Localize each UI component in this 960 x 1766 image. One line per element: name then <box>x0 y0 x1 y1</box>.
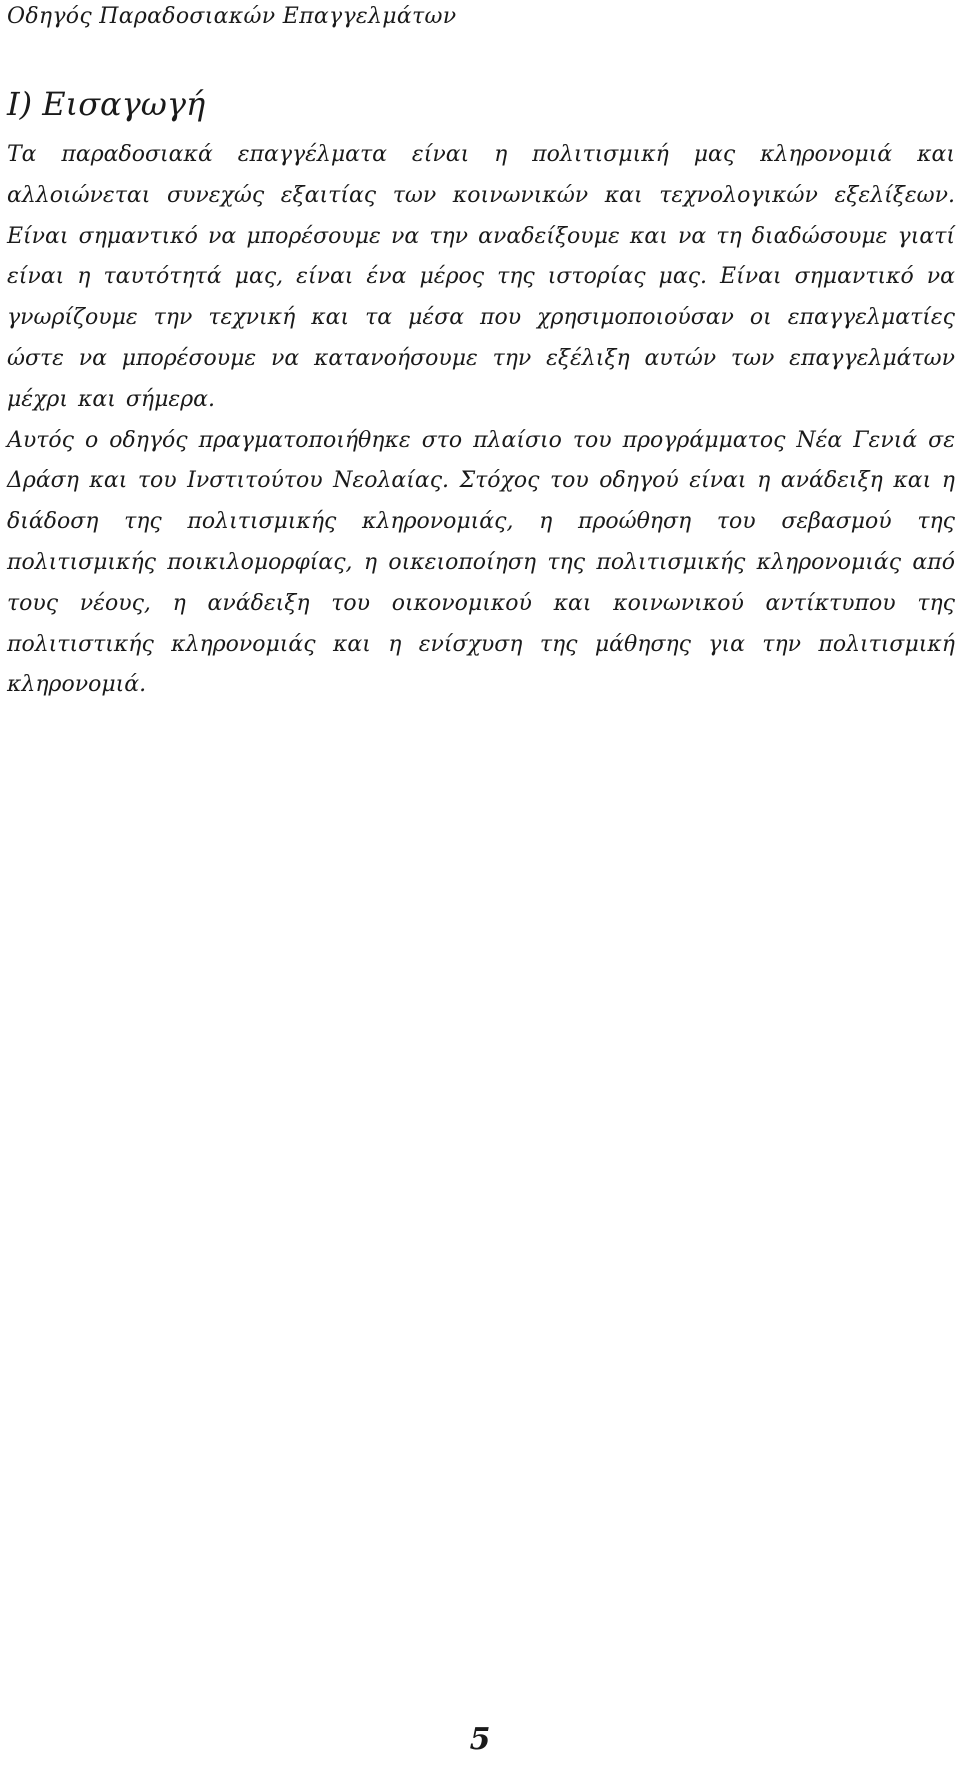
section-heading: Ι) Εισαγωγή <box>7 85 206 123</box>
page-number: 5 <box>469 1722 491 1757</box>
paragraph-introduction: Τα παραδοσιακά επαγγέλματα είναι η πολιτισμική μας κληρονομιά και αλλοιώνεται συνεχώς εξαιτίας των κοινωνικών και τεχνολογικών εξελίξεων. Είναι σημαντικό να μπορέσουμε να την αναδείξουμε και να τη διαδώσουμε γιατί είναι η ταυτότητά μας, είναι ένα μέρος της ιστορίας μας. Είναι σημαντικό να γνωρίζουμε την τεχνική και τα μέσα που χρησιμοποιούσαν οι επαγγελματίες ώστε να μπορέσουμε να κατανοήσουμε την εξέλιξη αυτών των επαγγελμάτων μέχρι και σήμερα. <box>7 142 955 412</box>
paragraph-guide-purpose: Αυτός ο οδηγός πραγματοποιήθηκε στο πλαίσιο του προγράμματος Νέα Γενιά σε Δράση και του Ινστιτούτου Νεολαίας. Στόχος του οδηγού είναι η ανάδειξη και η διάδοση της πολιτισμικής κληρονομιάς, η προώθηση του σεβασμού της πολιτισμικής ποικιλομορφίας, η οικειοποίηση της πολιτισμικής κληρονομιάς από τους νέους, η ανάδειξη του οικονομικού και κοινωνικού αντίκτυπου της πολιτιστικής κληρονομιάς και η ενίσχυση της μάθησης για την πολιτισμική κληρονομιά. <box>7 427 955 698</box>
body-text <box>7 135 955 706</box>
running-header: Οδηγός Παραδοσιακών Επαγγελμάτων <box>7 4 457 29</box>
